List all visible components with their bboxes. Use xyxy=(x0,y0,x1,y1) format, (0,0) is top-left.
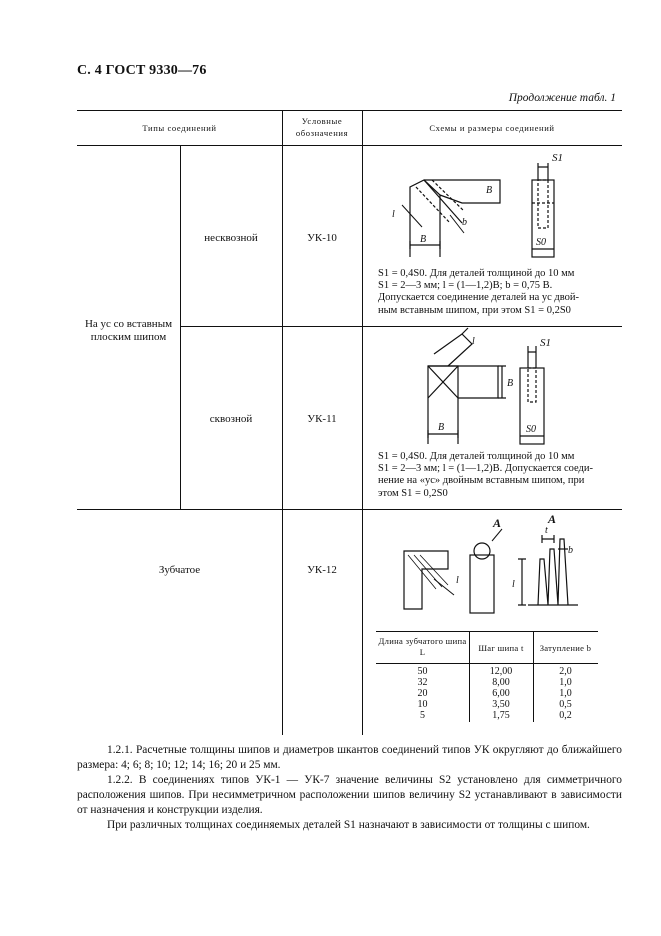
teeth-header-pitch: Шаг шипа t xyxy=(478,643,524,653)
table-top-rule xyxy=(77,110,622,111)
header-schemes: Схемы и размеры соединений xyxy=(429,123,555,133)
label-b-upper: B xyxy=(507,378,514,389)
label-a: A xyxy=(493,516,502,530)
subtype-label: Зубчатое xyxy=(158,564,201,576)
label-b-upper: B xyxy=(486,185,493,196)
cell-blunting: 1,0 xyxy=(559,688,572,699)
teeth-table-body xyxy=(376,666,598,721)
cell-blunting: 0,2 xyxy=(559,710,572,721)
note-line: нение на «ус» двойным вставным шипом, при xyxy=(378,475,585,487)
teeth-table-top-rule xyxy=(376,631,598,632)
code-label: УК-12 xyxy=(307,564,337,576)
teeth-table-header-rule xyxy=(376,663,598,664)
cell-pitch: 3,50 xyxy=(492,699,510,710)
body-paragraphs xyxy=(77,743,622,833)
cell-length: 20 xyxy=(417,688,428,699)
note-line: Допускается соединение деталей на ус двой- xyxy=(378,292,580,304)
label-s0: S0 xyxy=(526,424,536,435)
uk11-notes xyxy=(378,451,618,500)
column-rule-subtype xyxy=(180,145,181,509)
label-a: A xyxy=(548,512,557,526)
cell-pitch: 1,75 xyxy=(492,710,510,721)
subtype-label: сквозной xyxy=(209,413,253,425)
table-row xyxy=(376,699,598,710)
cell-length: 32 xyxy=(417,677,428,688)
cell-blunting: 2,0 xyxy=(559,666,572,677)
label-l: l xyxy=(512,579,515,590)
table-continuation-label: Продолжение табл. 1 xyxy=(508,92,616,104)
cell-length: 5 xyxy=(420,710,425,721)
cell-pitch: 12,00 xyxy=(489,666,513,677)
label-l: l xyxy=(456,575,459,586)
figure-uk10 xyxy=(362,145,622,267)
label-b-upper: B xyxy=(438,422,445,433)
subtype-label: несквозной xyxy=(204,232,258,244)
figure-uk11 xyxy=(362,326,622,450)
page-header: С. 4 ГОСТ 9330—76 xyxy=(77,63,207,78)
note-line: S1 = 2—3 мм; l = (1—1,2)B; b = 0,75 B. xyxy=(378,280,553,292)
label-b-lower: b xyxy=(568,545,573,556)
table-row xyxy=(376,688,598,699)
horizontal-member xyxy=(428,366,498,398)
note-line: S1 = 0,4S0. Для деталей толщиной до 10 мм xyxy=(378,451,575,462)
teeth-header-length: Длина зубчатого шипа L xyxy=(378,636,467,657)
note-line: ным вставным шипом, при этом S1 = 0,2S0 xyxy=(378,304,571,316)
cell-blunting: 1,0 xyxy=(559,677,572,688)
paragraph: При различных толщинах соединяемых деталей S1 назначают в зависимости от толщины с шипом. xyxy=(107,819,590,831)
table-row xyxy=(376,666,598,677)
cell-pitch: 8,00 xyxy=(492,677,510,688)
note-line: S1 = 2—3 мм; l = (1—1,2)B. Допускается соеди- xyxy=(378,463,593,475)
group-label: На ус со вставным плоским шипом xyxy=(84,318,173,343)
note-line: S1 = 0,4S0. Для деталей толщиной до 10 мм xyxy=(378,268,575,279)
paragraph: 1.2.1. Расчетные толщины шипов и диаметров шкантов соединений типов УК округляют до ближайшего размера: 4; 6; 8; 10; 12; 14; 16; 20 и 25 мм. xyxy=(77,744,622,771)
code-label: УК-10 xyxy=(307,232,337,244)
cell-length: 50 xyxy=(417,666,428,677)
row-divider-1 xyxy=(180,326,362,327)
table-row xyxy=(376,710,598,721)
cell-pitch: 6,00 xyxy=(492,688,510,699)
header-designation: Условные обозначения xyxy=(295,116,349,138)
label-t: t xyxy=(545,525,548,536)
label-s1: S1 xyxy=(540,337,551,349)
table-row xyxy=(376,677,598,688)
label-b-lower: b xyxy=(462,217,467,228)
label-b-upper: B xyxy=(420,234,427,245)
label-l: l xyxy=(472,336,475,347)
corner-joint xyxy=(404,551,448,609)
paragraph: 1.2.2. В соединениях типов УК-1 — УК-7 значение величины S2 установлено для симметричного расположения шипов. При несимметричном расположении шипов величину S2 устанавливают в зависимости от назначения и конструкции изделия. xyxy=(77,774,622,816)
teeth-header-blunting: Затупление b xyxy=(539,643,592,653)
header-types: Типы соединений xyxy=(142,123,217,133)
code-label: УК-11 xyxy=(307,413,337,425)
label-l: l xyxy=(392,209,395,220)
note-line: этом S1 = 0,2S0 xyxy=(378,487,448,499)
label-s0: S0 xyxy=(536,237,546,248)
label-s1: S1 xyxy=(552,152,563,164)
figure-uk12 xyxy=(362,509,622,619)
uk10-notes xyxy=(378,268,618,317)
cell-blunting: 0,5 xyxy=(559,699,572,710)
cell-length: 10 xyxy=(417,699,428,710)
